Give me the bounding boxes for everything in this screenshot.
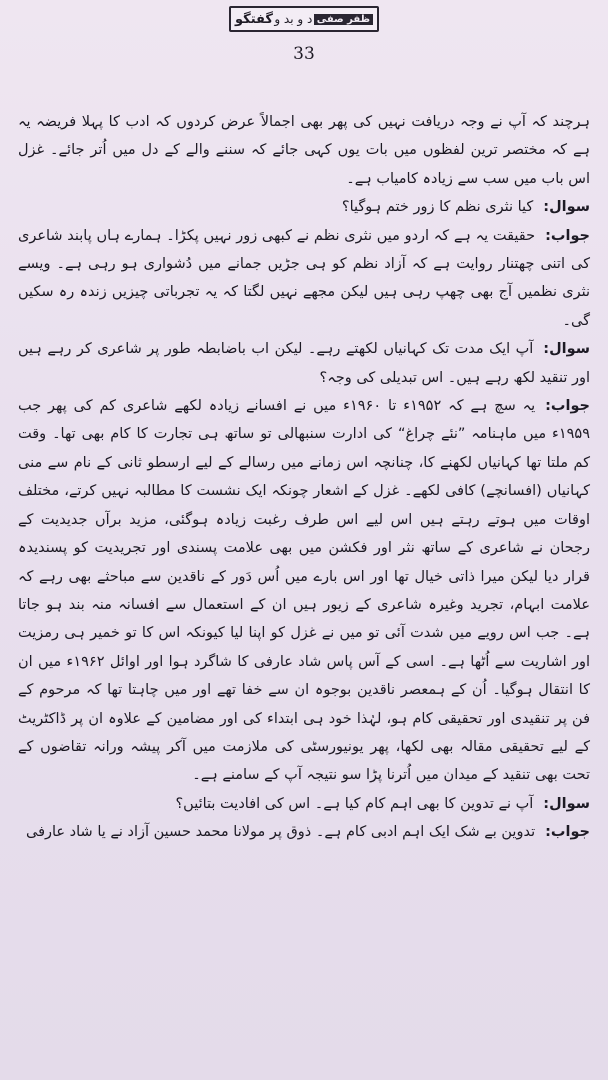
answer-3 <box>18 818 590 846</box>
intro-paragraph: ہرچند کہ آپ نے وجہ دریافت نہیں کی پھر بھی اجمالاً عرض کردوں کہ ادب کا پہلا فریضہ یہ ہے کہ مختصر ترین لفظوں میں بات یوں کہی جائے کہ سننے والے کے دل میں اُتر جائے۔ غزل اس باب میں سب سے زیادہ کامیاب ہے۔ <box>18 114 590 187</box>
answer-1 <box>18 222 590 336</box>
answer-text: حقیقت یہ ہے کہ اردو میں نثری نظم نے کبھی زور نہیں پکڑا۔ ہمارے ہاں پابند شاعری کی اتنی چھتنار روایت ہے کہ آزاد نظم کو ہی جڑیں جمانے میں دُشواری ہو رہی ہے۔ ویسے نثری نظمیں آج بھی چھپ رہی ہیں لیکن مجھے نہیں لگتا کہ یہ تجرباتی چیزیں زندہ رہ سکیں گی۔ <box>18 227 590 329</box>
page-number: 33 <box>293 44 315 64</box>
question-text: آپ نے تدوین کا بھی اہم کام کیا ہے۔ اس کی افادیت بتائیں؟ <box>175 795 534 812</box>
question-label: سوال: <box>543 341 590 358</box>
question-1 <box>18 193 590 221</box>
header-title-middle: د و بد و <box>274 12 313 26</box>
question-text: کیا نثری نظم کا زور ختم ہوگیا؟ <box>341 199 534 216</box>
answer-label: جواب: <box>545 227 590 244</box>
answer-label: جواب: <box>545 398 591 415</box>
answer-text: تدوین بے شک ایک اہم ادبی کام ہے۔ ذوق پر مولانا محمد حسین آزاد نے یا شاد عارفی <box>25 824 536 841</box>
answer-2 <box>18 392 590 790</box>
header-author: ظفر صفی <box>314 14 373 25</box>
question-2 <box>18 335 590 392</box>
answer-label: جواب: <box>545 824 590 841</box>
running-header <box>229 6 379 32</box>
question-3 <box>18 790 590 818</box>
question-label: سوال: <box>543 199 590 216</box>
question-text: آپ ایک مدت تک کہانیاں لکھتے رہے۔ لیکن اب باضابطہ طور پر شاعری کر رہے ہیں اور تنقید لکھ رہے ہیں۔ اس تبدیلی کی وجہ؟ <box>18 341 590 386</box>
answer-text: یہ سچ ہے کہ ۱۹۵۲ء تا ۱۹۶۰ء میں نے افسانے زیادہ لکھے شاعری کم کی پھر جب ۱۹۵۹ء میں ماہنامہ ”نئے چراغ“ کی ادارت سنبھالی تو ساتھ ہی تجارت کا کام بھی تھا۔ وقت کم ملتا تھا کہانیاں لکھنے کا، چنانچہ اس زمانے میں رسالے کے لیے ارسطو ثانی کے نام سے منی کہانیاں (افسانچے) کافی لکھے۔ غزل کے اشعار چونکہ ایک نشست کا مطالبہ نہیں کرتے، مختلف اوقات میں ہوتے رہتے ہیں اس لیے اس طرف رغبت زیادہ ہوگئی، مزید برآں جدیدیت کے رجحان نے شاعری کے ساتھ نثر اور فکشن میں بھی علامت پسندی اور تجریدیت کو پسندیدہ قرار دیا لیکن میرا ذاتی خیال تھا اور اس بارے میں اُس دَور کے ناقدین سے مباحثے بھی رہے کہ علامت ابہام، تجرید وغیرہ شاعری کے زیور ہیں ان کے استعمال سے افسانہ منہ بند ہو جاتا ہے۔ جب اس رویے میں شدت آئی تو میں نے غزل کو اپنا لیا کیونکہ اس کا تو خمیر ہی رمزیت اور اشاریت سے اُٹھا ہے۔ اسی کے آس پاس شاد عارفی کا شاگرد ہوا اور اوائل ۱۹۶۲ء میں ان کا انتقال ہوگیا۔ اُن کے ہمعصر ناقدین بوجوہ ان سے خفا تھے اور میں چاہتا تھا کہ مرحوم کے فن پر تنقیدی اور تحقیقی کام ہو، لہٰذا خود ہی ابتداء کی اور مضامین کے علاوہ ان پر ڈاکٹریٹ کے لیے تحقیقی مقالہ بھی لکھا، پھر یونیورسٹی کی ملازمت میں آکر پیشہ ورانہ تقاضوں کے تحت بھی تنقید کے میدان میں اُترنا پڑا سو نتیجہ آپ کے سامنے ہے۔ <box>18 398 590 784</box>
header-title-left: گفتگو <box>235 11 273 27</box>
page-body <box>18 108 590 847</box>
question-label: سوال: <box>543 795 590 812</box>
